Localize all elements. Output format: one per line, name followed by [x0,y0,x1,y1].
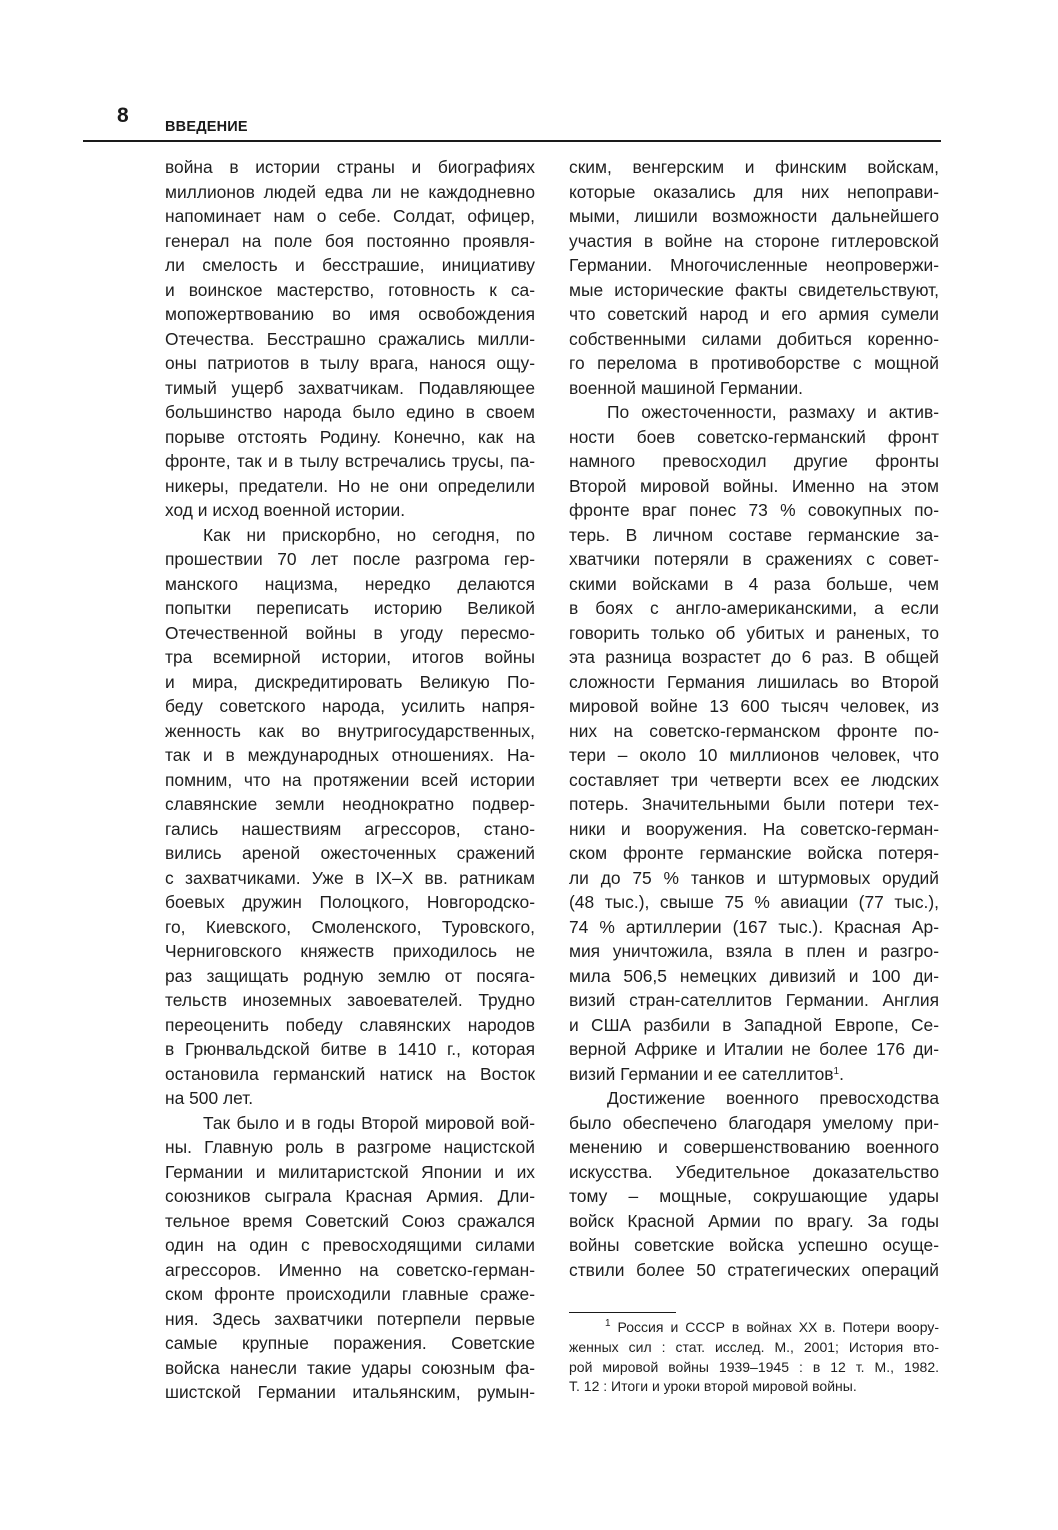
line-text: составляет три четверти всех ее людских [569,769,939,790]
text-line [165,253,535,278]
line-text: мировой войне 13 600 тысяч человек, из [569,696,939,716]
text-line [569,253,939,278]
text-line [165,1062,535,1087]
text-line [569,400,939,425]
line-text: Второй мировой войны. Именно на этом [569,475,939,496]
text-line [165,376,535,401]
text-line [569,621,939,646]
text-line [569,229,939,254]
text-line [569,1086,939,1111]
text-line [569,572,939,597]
line-text: По ожесточенности, размаху и актив- [607,402,939,422]
line-text: раз защищать родную землю от посяга- [165,965,535,986]
text-line [569,302,939,327]
text-line [569,792,939,817]
text-line [165,572,535,597]
text-line [569,964,939,989]
text-line [165,866,535,891]
line-text: и США разбили в Западной Европе, Се- [569,1014,939,1035]
footnote-line [569,1358,939,1378]
line-text: визий Германии и ее сателлитов [569,1063,834,1084]
text-line [165,278,535,303]
line-text: помним, что на протяжении всей истории [165,769,535,790]
line-text: менению и совершенствованию военного [569,1137,939,1157]
line-text: искусства. Убедительное доказательство [569,1161,939,1182]
line-text: оны патриотов в тылу врага, нанося ощу- [165,353,535,373]
text-line [569,1111,939,1136]
text-line [569,1258,939,1283]
text-line [165,694,535,719]
line-text: говорить только об убитых и раненых, то [569,622,939,643]
line-text: ском фронте германские войска потеря- [569,843,939,863]
text-line [569,817,939,842]
footnote-reference[interactable]: 1 [833,1065,840,1077]
line-text: один на один с превосходящими силами [165,1235,535,1255]
text-line [165,229,535,254]
text-line [569,719,939,744]
text-line [569,1184,939,1209]
line-text: (48 тыс.), свыше 75 % авиации (77 тыс.), [569,892,939,912]
text-line [165,596,535,621]
line-text: Как ни прискорбно, но сегодня, по [203,524,535,545]
line-text: самые крупные поражения. Советские [165,1333,535,1353]
line-text: боевых дружин Полоцкого, Новгородско- [165,892,535,912]
text-line [165,155,535,180]
text-line [165,1111,535,1136]
line-text: ским, венгерским и финским войскам, [569,157,939,177]
footnote-divider [569,1312,676,1313]
text-line [569,1233,939,1258]
text-line [165,1160,535,1185]
line-text: участия в войне на стороне гитлеровской [569,230,939,251]
line-text: фронте, так и в тылу встречались трусы, па- [165,451,535,471]
text-line [165,1037,535,1062]
text-line [569,915,939,940]
text-line [569,449,939,474]
line-text: никеры, предатели. Но не они определили [165,475,535,496]
line-text: верной Африке и Италии не более 176 ди- [569,1039,939,1059]
text-line [165,1331,535,1356]
line-text: ствили более 50 стратегических операций [569,1259,939,1280]
line-text: военной машиной Германии. [569,377,804,398]
text-line [165,327,535,352]
line-text: тому – мощные, сокрушающие удары [569,1186,939,1206]
text-line [165,841,535,866]
line-text: сложности Германия лишилась во Второй [569,671,939,692]
line-text: война в истории страны и биографиях [165,157,535,177]
text-line [165,180,535,205]
line-text: вились ареной ожесточенных сражений [165,843,535,863]
text-line [165,474,535,499]
line-text: фронте враг понес 73 % совокупных по- [569,500,939,520]
text-line [165,743,535,768]
line-text: Так было и в годы Второй мировой вой- [203,1112,535,1133]
text-line [165,425,535,450]
text-line [569,1135,939,1160]
text-line [165,1184,535,1209]
footnote-line [569,1318,939,1338]
line-text: прошествии 70 лет после разгрома гер- [165,549,535,569]
line-text: женных сил : стат. исслед. М., 2001; История вто- [569,1338,939,1355]
line-text: Отечественной войны в угоду пересмо- [165,622,535,643]
text-line [165,768,535,793]
line-text: порыве отстоять Родину. Конечно, как на [165,426,535,447]
line-text: агрессоров. Именно на советско-герман- [165,1259,535,1280]
line-text: ники и вооружения. На советско-герман- [569,818,939,839]
text-line [569,866,939,891]
line-text: терь. В личном составе германские за- [569,524,939,545]
line-text: беду советского народа, усилить напря- [165,696,535,716]
line-text: тимый ущерб захватчикам. Подавляющее [165,377,535,398]
text-line [165,302,535,327]
text-line [569,1013,939,1038]
line-text: славянские земли неоднократно подвер- [165,794,535,814]
text-line [569,1062,939,1087]
text-line [165,890,535,915]
text-line [165,1307,535,1332]
line-text: войск Красной Армии по врагу. За годы [569,1210,939,1231]
text-line [165,1282,535,1307]
text-line [569,327,939,352]
line-text: союзников сыграла Красная Армия. Дли- [165,1186,535,1206]
line-text: что советский народ и его армия сумели [569,304,939,324]
text-line [165,817,535,842]
line-text: манского нацизма, нередко делаются [165,573,535,594]
line-text: ли смелость и бесстрашие, инициативу [165,255,535,275]
line-text: мия уничтожила, взяла в плен и разгро- [569,941,939,961]
text-line [165,1356,535,1381]
line-text: и воинское мастерство, готовность к са- [165,279,535,300]
text-line [569,1037,939,1062]
text-line [569,376,939,401]
line-text: хватчики потеряли в сражениях с совет- [569,549,939,569]
text-line [165,988,535,1013]
line-text: остановила германский натиск на Восток [165,1063,535,1084]
line-text: них на советско-германском фронте по- [569,720,939,741]
text-line [569,155,939,180]
text-line [165,645,535,670]
text-line [569,547,939,572]
line-text: Германии и милитаристской Японии и их [165,1161,535,1182]
line-text: Достижение военного превосходства [607,1088,939,1108]
line-text: ход и исход военной истории. [165,500,406,520]
line-text: войны советские войска успешно осуще- [569,1235,939,1255]
line-suffix: . [839,1063,844,1084]
text-line [165,547,535,572]
line-text: го перелома в противоборстве с мощной [569,353,939,373]
text-line [569,988,939,1013]
line-text: собственными силами добиться коренно- [569,328,939,349]
line-text: скими войсками в 4 раза больше, чем [569,573,939,594]
line-text: 74 % артиллерии (167 тыс.). Красная Ар- [569,916,939,937]
text-line [165,1233,535,1258]
line-text: мыми, лишили возможности дальнейшего [569,206,939,226]
line-text: ли до 75 % танков и штурмовых орудий [569,867,939,888]
text-line [569,523,939,548]
line-text: потерь. Значительными были потери тех- [569,794,939,814]
header-rule [83,140,941,142]
line-text: шистской Германии итальянским, румын- [165,1382,535,1402]
text-line [569,474,939,499]
line-text: Россия и СССР в войнах XX в. Потери воору- [610,1319,939,1335]
line-text: попытки переписать историю Великой [165,598,535,618]
line-text: ском фронте происходили главные сраже- [165,1284,535,1304]
text-line [569,768,939,793]
text-line [569,498,939,523]
line-text: на 500 лет. [165,1088,254,1108]
line-text: ния. Здесь захватчики потерпели первые [165,1308,535,1329]
left-text-column [165,155,535,1405]
text-line [569,425,939,450]
line-text: го, Киевского, Смоленского, Туровского, [165,916,535,937]
text-line [165,670,535,695]
text-line [165,792,535,817]
line-text: войска нанесли такие удары союзным фа- [165,1357,535,1378]
page-number: 8 [117,104,129,127]
line-text: с захватчиками. Уже в IX–X вв. ратникам [165,867,535,888]
line-text: Т. 12 : Итоги и уроки второй мировой войны. [569,1378,857,1395]
text-line [165,964,535,989]
line-text: переоценить победу славянских народов [165,1014,535,1035]
line-text: большинство народа было едино в своем [165,402,535,422]
line-text: Черниговского княжеств приходилось не [165,941,535,961]
footnotes [569,1318,939,1397]
line-text: было обеспечено благодаря умелому при- [569,1112,939,1133]
text-line [165,1380,535,1405]
line-text: мила 506,5 немецких дивизий и 100 ди- [569,965,939,986]
line-text: тельное время Советский Союз сражался [165,1210,535,1231]
text-line [569,1209,939,1234]
text-line [165,204,535,229]
line-text: миллионов людей едва ли не каждодневно [165,181,535,202]
text-line [569,670,939,695]
line-text: ны. Главную роль в разгроме нацистской [165,1137,535,1157]
text-line [165,1258,535,1283]
text-line [165,621,535,646]
line-text: визий стран-сателлитов Германии. Англия [569,990,939,1010]
text-line [165,915,535,940]
text-line [569,694,939,719]
line-text: рой мировой войны 1939–1945 : в 12 т. М., 1982. [569,1358,939,1375]
text-line [569,351,939,376]
line-text: ности боев советско-германский фронт [569,426,939,447]
line-text: мопожертвованию во имя освобождения [165,304,535,324]
text-line [569,180,939,205]
text-line [165,498,535,523]
text-line [165,523,535,548]
line-text: мые исторические факты свидетельствуют, [569,279,939,300]
text-line [569,939,939,964]
footnote-marker: 1 [605,1318,611,1329]
line-text: тра всемирной истории, итогов войны [165,647,535,667]
text-line [165,1086,535,1111]
text-line [165,1209,535,1234]
line-text: так и в международных отношениях. На- [165,745,535,765]
text-line [165,449,535,474]
line-text: тельств иноземных завоевателей. Трудно [165,990,535,1010]
line-text: генерал на поле боя постоянно проявля- [165,230,535,251]
line-text: и мира, дискредитировать Великую По- [165,671,535,692]
line-text: которые оказались для них непоправи- [569,181,939,202]
text-line [569,743,939,768]
running-head: ВВЕДЕНИЕ [165,119,248,135]
text-line [569,645,939,670]
line-text: в боях с англо-американскими, а если [569,598,939,618]
line-text: намного превосходил другие фронты [569,451,939,471]
text-line [569,841,939,866]
text-line [165,400,535,425]
text-line [165,351,535,376]
line-text: Отечества. Бесстрашно сражались милли- [165,328,535,349]
footnote-line [569,1377,939,1397]
text-line [569,596,939,621]
text-line [165,719,535,744]
right-text-column [569,155,939,1282]
text-line [569,278,939,303]
text-line [165,1135,535,1160]
line-text: эта разница возрастет до 6 раз. В общей [569,647,939,667]
text-line [569,1160,939,1185]
text-line [569,890,939,915]
footnote-line [569,1338,939,1358]
line-text: женность как во внутригосударственных, [165,720,535,741]
text-line [165,1013,535,1038]
text-line [165,939,535,964]
text-line [569,204,939,229]
line-text: Германии. Многочисленные неопровержи- [569,255,939,275]
line-text: тери – около 10 миллионов человек, что [569,745,939,765]
line-text: напоминает нам о себе. Солдат, офицер, [165,206,535,226]
line-text: гались нашествиям агрессоров, стано- [165,818,535,839]
line-text: в Грюнвальдской битве в 1410 г., которая [165,1039,535,1059]
